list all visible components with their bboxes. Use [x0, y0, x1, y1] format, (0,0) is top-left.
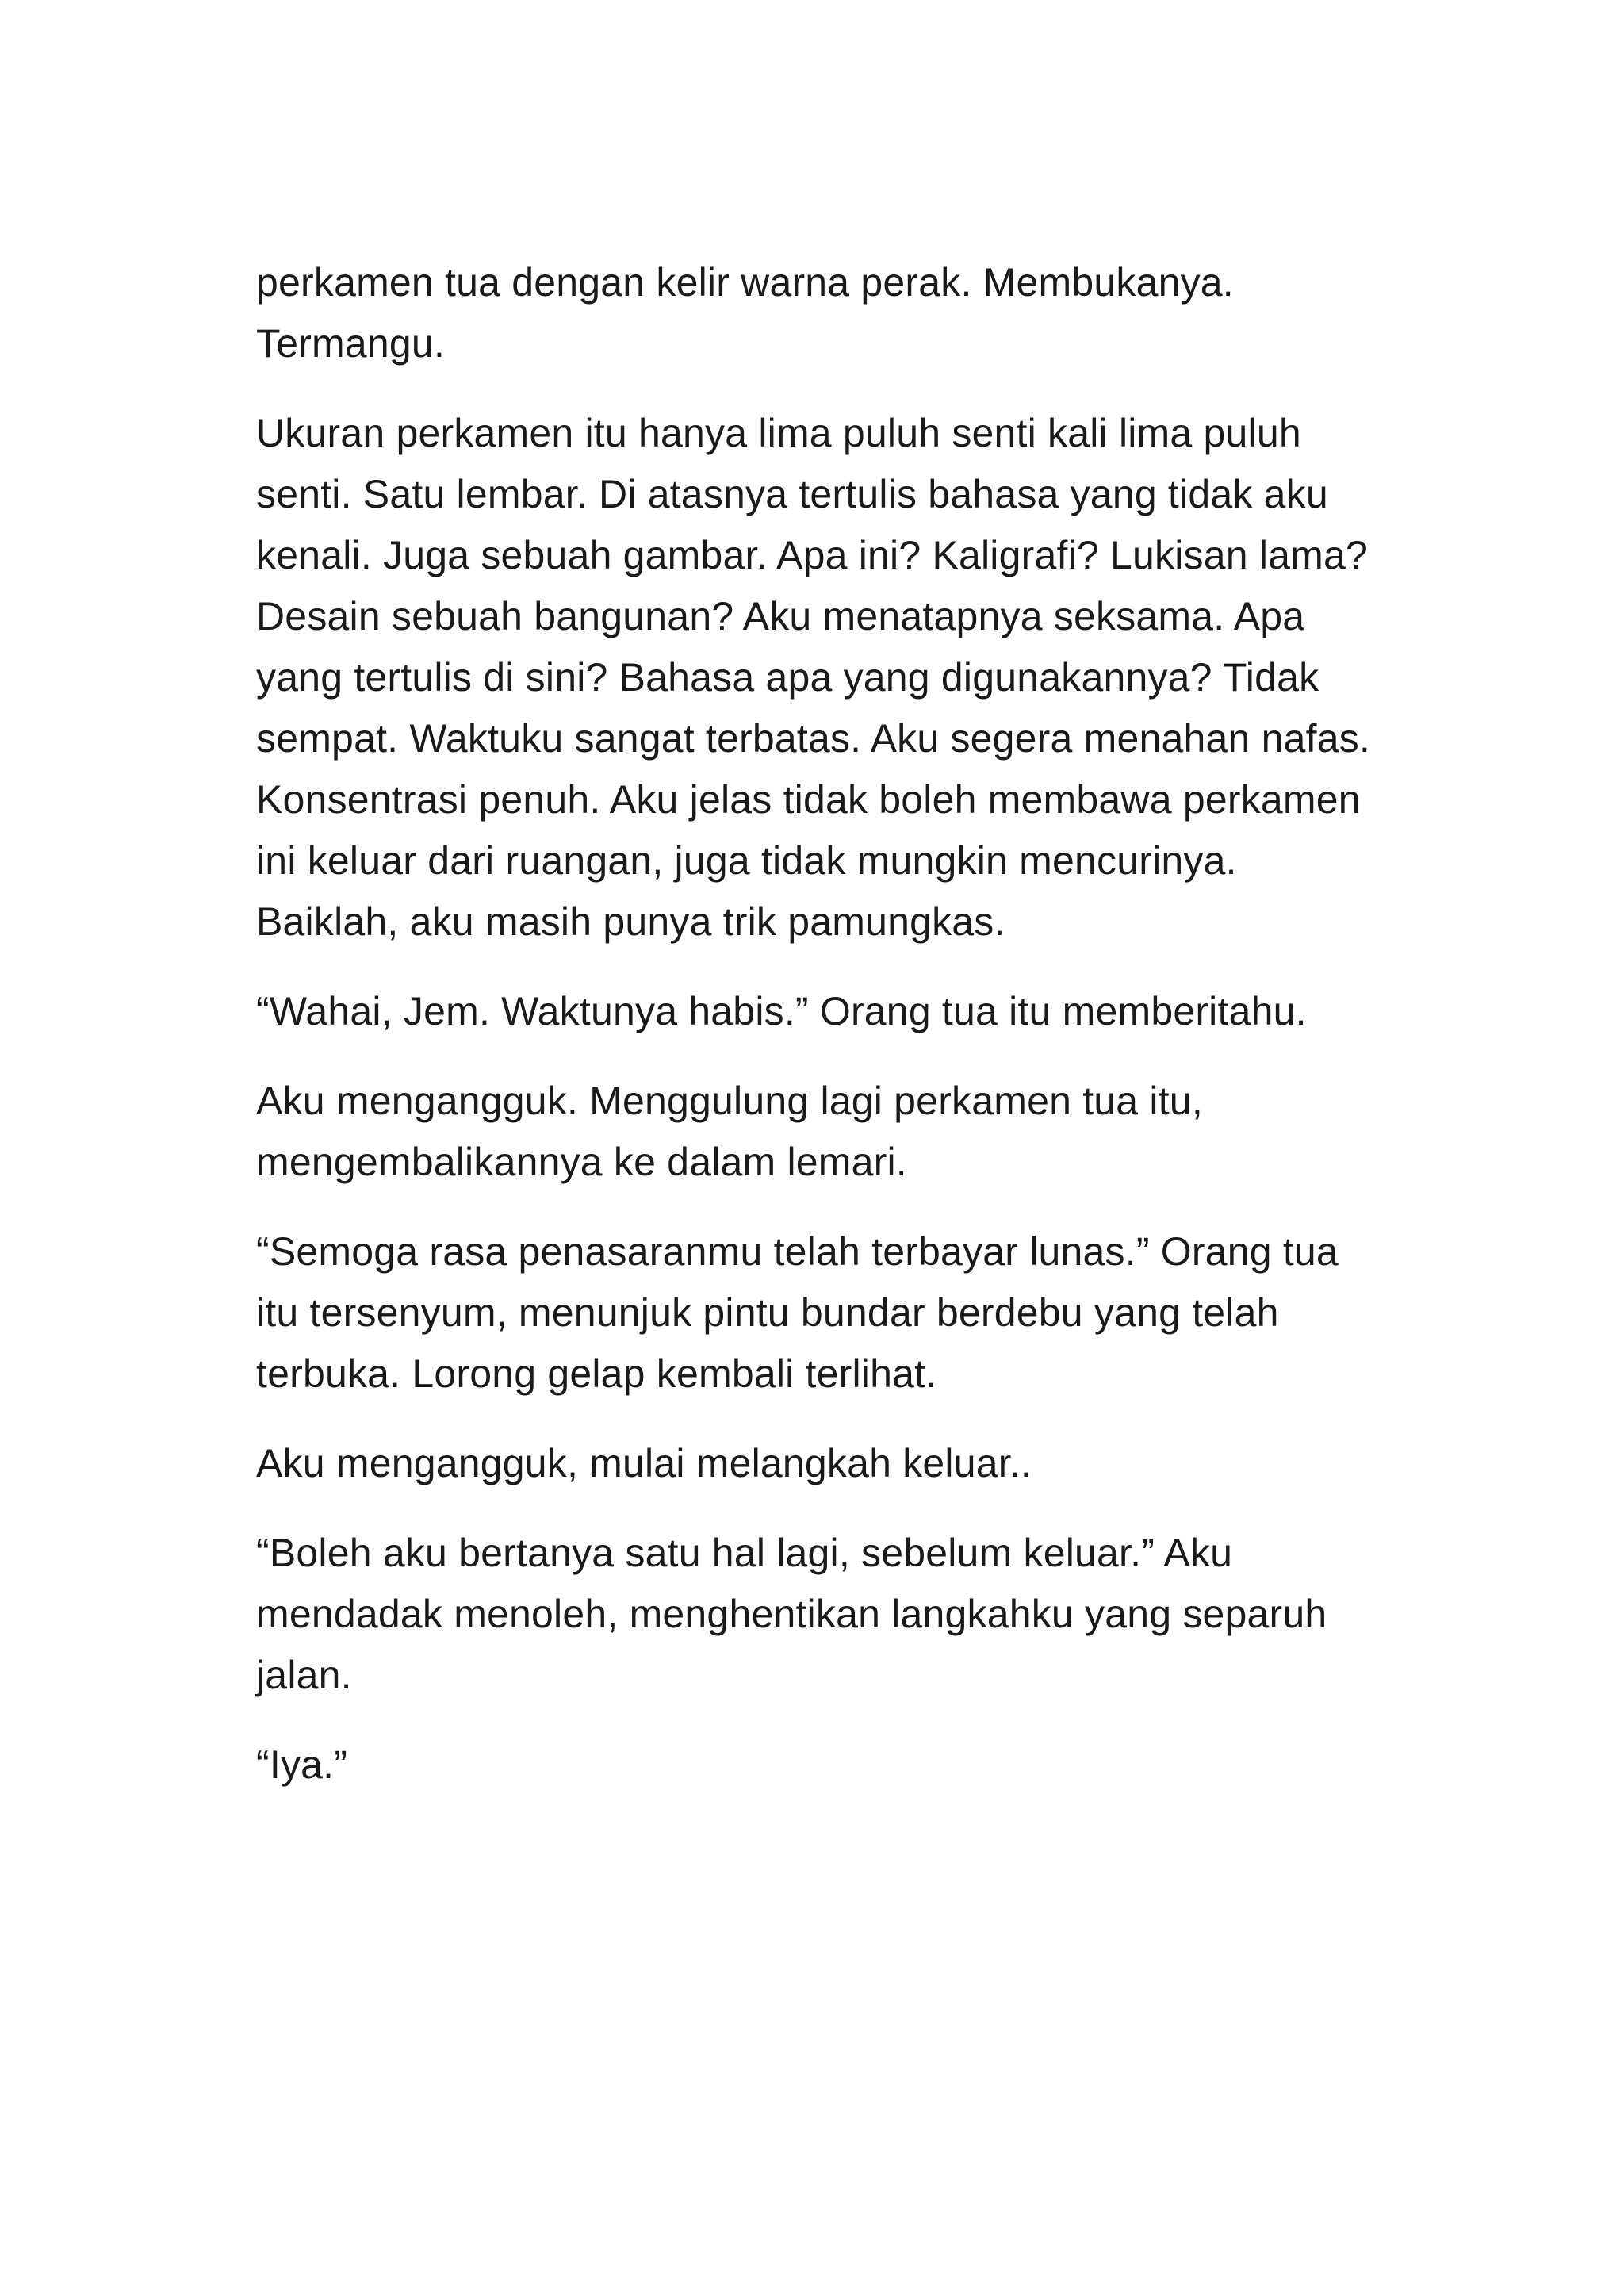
paragraph-8: “Iya.”: [256, 1742, 348, 1787]
paragraph-5: “Semoga rasa penasaranmu telah terbayar lunas.” Orang tua itu tersenyum, menunjuk pintu bundar berdebu yang telah terbuka. Lorong gelap kembali terlihat.: [256, 1229, 1339, 1396]
paragraph-6: Aku mengangguk, mulai melangkah keluar..: [256, 1441, 1032, 1485]
paragraph-4: Aku mengangguk. Menggulung lagi perkamen tua itu, mengembalikannya ke dalam lemari.: [256, 1079, 1203, 1184]
paragraph-3: “Wahai, Jem. Waktunya habis.” Orang tua itu memberitahu.: [256, 989, 1307, 1033]
paragraph-7: “Boleh aku bertanya satu hal lagi, sebelum keluar.” Aku mendadak menoleh, menghentikan langkahku yang separuh jalan.: [256, 1531, 1327, 1697]
body-text: [256, 252, 1390, 1796]
paragraph-1: perkamen tua dengan kelir warna perak. Membukanya. Termangu.: [256, 260, 1234, 366]
paragraph-2: Ukuran perkamen itu hanya lima puluh senti kali lima puluh senti. Satu lembar. Di atasnya tertulis bahasa yang tidak aku kenali. Juga sebuah gambar. Apa ini? Kaligrafi? Lukisan lama? Desain sebuah bangunan? Aku menatapnya seksama. Apa yang tertulis di sini? Bahasa apa yang digunakannya? Tidak sempat. Waktuku sangat terbatas. Aku segera menahan nafas. Konsentrasi penuh. Aku jelas tidak boleh membawa perkamen ini keluar dari ruangan, juga tidak mungkin mencurinya. Baiklah, aku masih punya trik pamungkas.: [256, 411, 1371, 944]
